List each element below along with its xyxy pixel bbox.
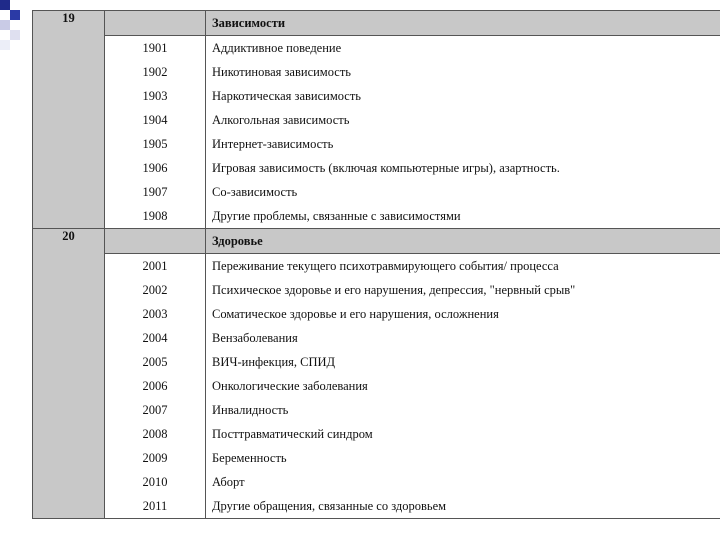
- table-row: [33, 180, 720, 204]
- table-row: [33, 374, 720, 398]
- table-row: [33, 84, 720, 108]
- code-cell: 2001: [105, 254, 206, 279]
- name-cell: Вензаболевания: [206, 326, 720, 350]
- table-row: [33, 132, 720, 156]
- name-cell: Психическое здоровье и его нарушения, депрессия, "нервный срыв": [206, 278, 720, 302]
- name-cell: Игровая зависимость (включая компьютерные игры), азартность.: [206, 156, 720, 180]
- code-cell: 2007: [105, 398, 206, 422]
- table-row: [33, 302, 720, 326]
- section-title: Здоровье: [206, 229, 720, 254]
- code-cell: 2011: [105, 494, 206, 519]
- name-cell: Никотиновая зависимость: [206, 60, 720, 84]
- name-cell: Наркотическая зависимость: [206, 84, 720, 108]
- name-cell: Онкологические заболевания: [206, 374, 720, 398]
- name-cell: Беременность: [206, 446, 720, 470]
- corner-square-decoration: [0, 20, 10, 30]
- code-cell: 1905: [105, 132, 206, 156]
- section-number: 20: [33, 229, 105, 519]
- code-cell: 2005: [105, 350, 206, 374]
- name-cell: Аддиктивное поведение: [206, 36, 720, 61]
- table-row: [33, 108, 720, 132]
- code-cell: 2004: [105, 326, 206, 350]
- table-row: [33, 60, 720, 84]
- header-code-cell: [105, 229, 206, 254]
- code-cell: 2006: [105, 374, 206, 398]
- table-row: [33, 156, 720, 180]
- table-row: [33, 494, 720, 519]
- corner-square-decoration: [10, 30, 20, 40]
- code-cell: 1902: [105, 60, 206, 84]
- table-row: [33, 446, 720, 470]
- name-cell: Посттравматический синдром: [206, 422, 720, 446]
- table-row: [33, 470, 720, 494]
- section-header-row: [33, 229, 720, 254]
- code-cell: 1907: [105, 180, 206, 204]
- table-body: [33, 11, 720, 519]
- table-row: [33, 278, 720, 302]
- code-cell: 1901: [105, 36, 206, 61]
- table-row: [33, 350, 720, 374]
- name-cell: Со-зависимость: [206, 180, 720, 204]
- table-row: [33, 36, 720, 61]
- name-cell: Соматическое здоровье и его нарушения, осложнения: [206, 302, 720, 326]
- code-cell: 2003: [105, 302, 206, 326]
- name-cell: Переживание текущего психотравмирующего события/ процесса: [206, 254, 720, 279]
- name-cell: Другие обращения, связанные со здоровьем: [206, 494, 720, 519]
- table-row: [33, 422, 720, 446]
- section-title: Зависимости: [206, 11, 720, 36]
- name-cell: Инвалидность: [206, 398, 720, 422]
- table-row: [33, 254, 720, 279]
- section-number: 19: [33, 11, 105, 229]
- table-row: [33, 398, 720, 422]
- problem-codes-table: [32, 10, 720, 519]
- name-cell: Другие проблемы, связанные с зависимостями: [206, 204, 720, 229]
- code-cell: 1906: [105, 156, 206, 180]
- code-cell: 2002: [105, 278, 206, 302]
- table-row: [33, 326, 720, 350]
- name-cell: ВИЧ-инфекция, СПИД: [206, 350, 720, 374]
- corner-square-decoration: [0, 40, 10, 50]
- code-cell: 2010: [105, 470, 206, 494]
- code-cell: 1908: [105, 204, 206, 229]
- corner-square-decoration: [10, 10, 20, 20]
- code-cell: 1903: [105, 84, 206, 108]
- code-cell: 2008: [105, 422, 206, 446]
- name-cell: Интернет-зависимость: [206, 132, 720, 156]
- corner-square-decoration: [0, 0, 10, 10]
- name-cell: Аборт: [206, 470, 720, 494]
- section-header-row: [33, 11, 720, 36]
- code-cell: 2009: [105, 446, 206, 470]
- code-cell: 1904: [105, 108, 206, 132]
- name-cell: Алкогольная зависимость: [206, 108, 720, 132]
- header-code-cell: [105, 11, 206, 36]
- table-row: [33, 204, 720, 229]
